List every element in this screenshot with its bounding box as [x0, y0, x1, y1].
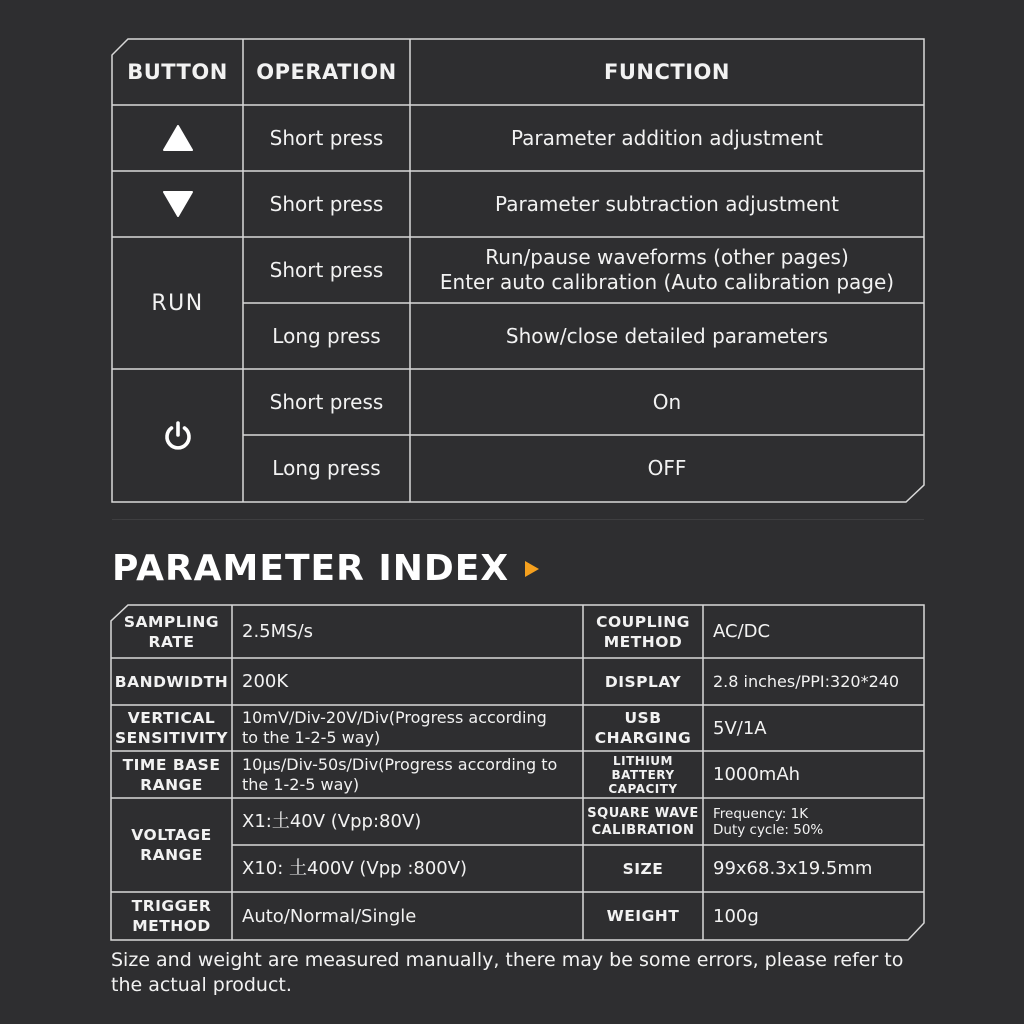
value-coupling-method: AC/DC	[713, 621, 771, 642]
header-button: BUTTON	[127, 60, 228, 84]
label-line: TIME BASE	[122, 755, 221, 774]
value-line: the 1-2-5 way)	[242, 774, 360, 794]
label-sampling-rate	[111, 605, 232, 658]
label-line: SENSITIVITY	[114, 729, 229, 747]
label-line: METHOD	[603, 632, 683, 651]
value-line: to the 1-2-5 way)	[242, 728, 381, 747]
value-line: 10μs/Div-50s/Div(Progress according to	[242, 754, 558, 774]
value-usb-charging: 5V/1A	[713, 717, 767, 739]
function-line: Run/pause waveforms (other pages)	[485, 245, 849, 269]
value-display: 2.8 inches/PPI:320*240	[713, 671, 900, 691]
operation-cell: Short press	[269, 257, 384, 282]
label-line: CAPACITY	[608, 781, 678, 796]
value-time-base-range	[232, 751, 583, 798]
label-line: RANGE	[140, 846, 203, 864]
value-square-wave-calibration	[703, 798, 924, 845]
label-lithium-battery-capacity	[583, 751, 703, 798]
label-line: LITHIUM BATTERY	[611, 753, 675, 782]
label-size: SIZE	[622, 859, 664, 878]
label-line: METHOD	[132, 917, 211, 935]
label-bandwidth: BANDWIDTH	[114, 672, 229, 691]
label-line: COUPLING	[596, 612, 690, 631]
value-lithium-battery-capacity: 1000mAh	[713, 764, 801, 785]
function-cell: Show/close detailed parameters	[505, 323, 829, 348]
operation-cell: Short press	[269, 125, 384, 150]
function-cell: Parameter addition adjustment	[510, 125, 824, 150]
value-line: Duty cycle: 50%	[713, 821, 824, 838]
operation-cell: Short press	[269, 191, 384, 216]
value-line: 10mV/Div-20V/Div(Progress according	[242, 708, 547, 727]
operation-cell: Long press	[272, 323, 381, 348]
value-bandwidth: 200K	[242, 671, 289, 692]
label-line: RANGE	[140, 775, 203, 794]
label-line: USB	[624, 709, 662, 727]
label-weight: WEIGHT	[606, 907, 680, 925]
function-cell: Parameter subtraction adjustment	[495, 191, 839, 216]
label-square-wave-calibration	[583, 798, 703, 845]
label-line: VERTICAL	[127, 709, 216, 727]
label-line: CHARGING	[594, 729, 692, 747]
value-size: 99x68.3x19.5mm	[713, 858, 873, 879]
label-voltage-range	[111, 798, 232, 892]
header-operation: OPERATION	[256, 60, 397, 84]
label-line: CALIBRATION	[591, 822, 695, 838]
value-voltage-range-x10: X10: 土400V (Vpp :800V)	[242, 858, 468, 879]
value-line: Frequency: 1K	[713, 805, 809, 822]
label-vertical-sensitivity	[111, 705, 232, 751]
label-line: SQUARE WAVE	[587, 805, 699, 821]
value-voltage-range-x1: X1:土40V (Vpp:80V)	[242, 811, 422, 832]
value-trigger-method: Auto/Normal/Single	[242, 905, 417, 927]
operation-cell: Short press	[269, 389, 384, 414]
footnote: Size and weight are measured manually, there may be some errors, please refer to the actual product.	[111, 949, 904, 996]
label-trigger-method	[111, 892, 232, 940]
operation-cell: Long press	[272, 456, 381, 480]
label-line: RATE	[148, 632, 195, 651]
function-cell: OFF	[647, 456, 687, 480]
label-line: TRIGGER	[131, 897, 212, 915]
parameter-index-title-text: PARAMETER INDEX	[112, 548, 510, 589]
label-line: SAMPLING	[123, 612, 220, 631]
run-button-label: RUN	[151, 290, 204, 316]
value-sampling-rate: 2.5MS/s	[242, 621, 314, 642]
value-weight: 100g	[713, 905, 759, 927]
label-usb-charging	[583, 705, 703, 751]
header-function: FUNCTION	[604, 60, 730, 84]
label-display: DISPLAY	[604, 672, 682, 691]
function-cell: On	[652, 389, 682, 414]
value-vertical-sensitivity	[232, 705, 583, 751]
label-coupling-method	[583, 605, 703, 658]
label-line: VOLTAGE	[131, 826, 212, 844]
label-time-base-range	[111, 751, 232, 798]
function-line: Enter auto calibration (Auto calibration page)	[439, 270, 895, 294]
